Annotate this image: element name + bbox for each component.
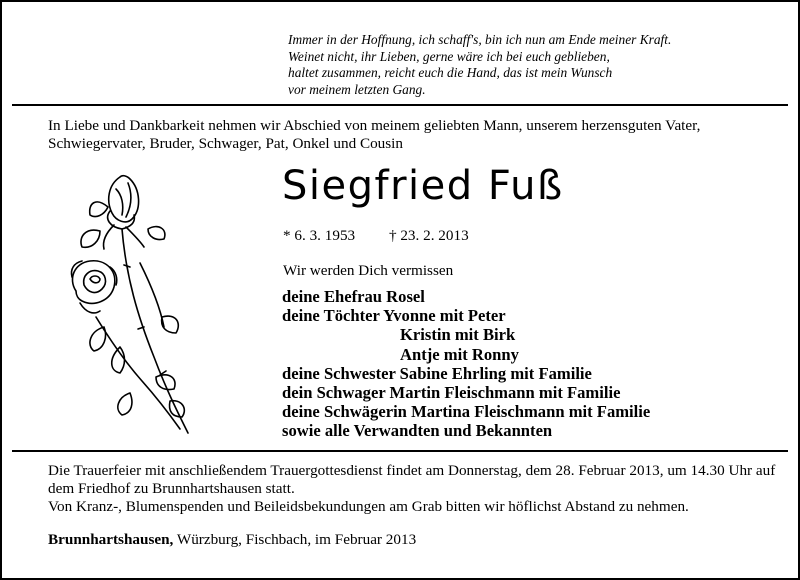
mourner-line: deine Ehefrau Rosel	[282, 287, 425, 306]
birth-date: * 6. 3. 1953	[283, 227, 356, 244]
mourner-line: Antje mit Ronny	[400, 344, 519, 364]
mourner-line: Kristin mit Birk	[400, 325, 516, 345]
place-rest: Würzburg, Fischbach, im Februar 2013	[173, 531, 417, 548]
deceased-name: Siegfried Fuß	[282, 163, 564, 209]
rose-icon	[60, 167, 200, 439]
memorial-poem	[288, 32, 671, 98]
poem-line: haltet zusammen, reicht euch die Hand, das ist mein Wunsch	[288, 65, 613, 80]
mourner-line: sowie alle Verwandten und Bekannten	[282, 421, 553, 441]
mourner-line: dein Schwager Martin Fleischmann mit Familie	[282, 383, 621, 403]
mourner-line: deine Töchter Yvonne mit Peter	[282, 306, 506, 326]
poem-line: vor meinem letzten Gang.	[288, 81, 426, 97]
intro-text: In Liebe und Dankbarkeit nehmen wir Abschied von meinem geliebten Mann, unserem herzensguten Vater, Schwiegervater, Bruder, Schwager, Pat, Onkel und Cousin	[48, 117, 701, 152]
bottom-divider	[12, 450, 788, 452]
ceremony-text: Die Trauerfeier mit anschließendem Trauergottesdienst findet am Donnerstag, dem 28. Februar 2013, um 14.30 Uhr auf dem Friedhof zu Brunnhartshausen statt.	[48, 462, 776, 497]
place-and-date	[48, 531, 416, 549]
poem-line: Immer in der Hoffnung, ich schaff's, bin ich nun am Ende meiner Kraft.	[288, 32, 672, 47]
life-dates	[283, 227, 469, 245]
mourning-line: Wir werden Dich vermissen	[283, 262, 454, 279]
mourner-line: deine Schwägerin Martina Fleischmann mit Familie	[282, 402, 651, 422]
mourners-list	[282, 287, 650, 441]
place-town: Brunnhartshausen,	[48, 531, 174, 548]
mourner-line: deine Schwester Sabine Ehrling mit Familie	[282, 363, 592, 383]
top-divider	[12, 104, 788, 106]
death-date: † 23. 2. 2013	[388, 227, 469, 244]
flowers-request: Von Kranz-, Blumenspenden und Beileidsbekundungen am Grab bitten wir höflichst Abstand zu nehmen.	[48, 498, 689, 515]
poem-line: Weinet nicht, ihr Lieben, gerne wäre ich bei euch geblieben,	[288, 48, 610, 64]
